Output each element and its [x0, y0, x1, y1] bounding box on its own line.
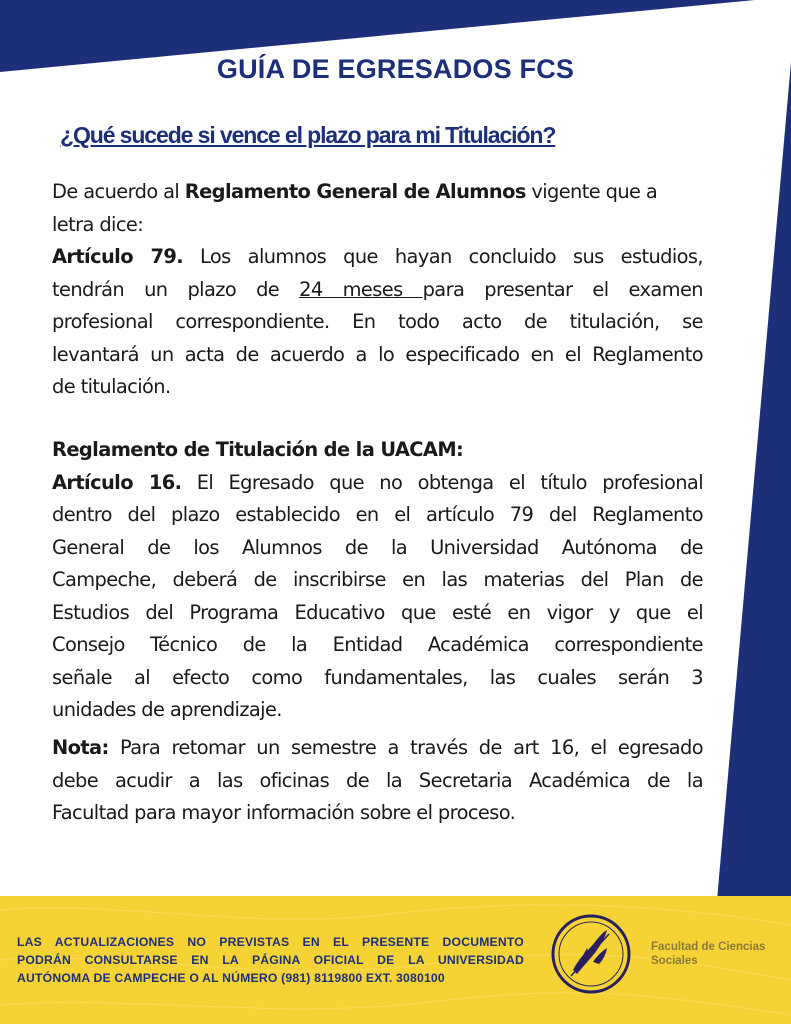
- footer-disclaimer: [17, 933, 524, 987]
- regulation-name: Reglamento General de Alumnos: [184, 180, 526, 203]
- note-block: [52, 732, 703, 830]
- article-79-line-5: de titulación.: [52, 375, 171, 398]
- article-79-label: Artículo 79.: [52, 245, 184, 268]
- logo-text-line-1: Facultad de Ciencias: [651, 941, 766, 953]
- regulation-block-general: [52, 176, 703, 404]
- article-16-line-7: señale al efecto como fundamentales, las cuales serán 3: [52, 665, 703, 689]
- article-16-line-1: Artículo 16. El Egresado que no obtenga el título profesional: [52, 470, 703, 494]
- right-navy-band: [717, 62, 791, 900]
- article-16-line-3: General de los Alumnos de la Universidad Autónoma de: [52, 535, 703, 559]
- note-line-1: Nota: Para retomar un semestre a través de art 16, el egresado: [52, 736, 703, 759]
- logo-text-line-2: Sociales: [651, 955, 698, 967]
- article-79-line-4: levantará un acta de acuerdo a lo especificado en el Reglamento: [52, 342, 703, 366]
- footer-line-1: LAS ACTUALIZACIONES NO PREVISTAS EN EL PRESENTE DOCUMENTO: [17, 935, 524, 949]
- regulation-block-titulacion: [52, 434, 703, 727]
- article-79-line-1: Artículo 79. Los alumnos que hayan concluido sus estudios,: [52, 245, 703, 268]
- titulacion-heading: Reglamento de Titulación de la UACAM:: [52, 438, 464, 461]
- footer-line-2: PODRÁN CONSULTARSE EN LA PÁGINA OFICIAL DE LA UNIVERSIDAD: [17, 953, 524, 967]
- article-16-line-2: dentro del plazo establecido en el artículo 79 del Reglamento: [52, 503, 703, 526]
- article-79-line-3: profesional correspondiente. En todo acto de titulación, se: [52, 310, 703, 333]
- faculty-logo-text: [651, 940, 776, 968]
- intro-line: De acuerdo al Reglamento General de Alumnos vigente que a: [52, 180, 658, 203]
- article-16-line-4: Campeche, deberá de inscribirse en las materias del Plan de: [52, 568, 703, 591]
- footer-line-3: AUTÓNOMA DE CAMPECHE O AL NÚMERO (981) 8119800 EXT. 3080100: [17, 971, 445, 985]
- article-16-line-8: unidades de aprendizaje.: [52, 698, 282, 721]
- faculty-logo-icon: [549, 912, 633, 996]
- deadline-months: 24 meses: [299, 277, 423, 301]
- note-line-3: Facultad para mayor información sobre el proceso.: [52, 801, 516, 824]
- page-title: GUÍA DE EGRESADOS FCS: [216, 54, 575, 84]
- article-16-label: Artículo 16.: [52, 470, 182, 494]
- intro-line-2: letra dice:: [52, 212, 144, 236]
- article-16-line-6: Consejo Técnico de la Entidad Académica correspondiente: [52, 633, 703, 656]
- section-question: ¿Qué sucede si vence el plazo para mi Titulación?: [60, 122, 556, 148]
- note-label: Nota:: [52, 736, 109, 759]
- article-16-line-5: Estudios del Programa Educativo que esté en vigor y que el: [52, 600, 703, 624]
- note-line-2: debe acudir a las oficinas de la Secretaria Académica de la: [52, 768, 703, 792]
- article-79-line-2: tendrán un plazo de 24 meses para presentar el examen: [52, 277, 703, 301]
